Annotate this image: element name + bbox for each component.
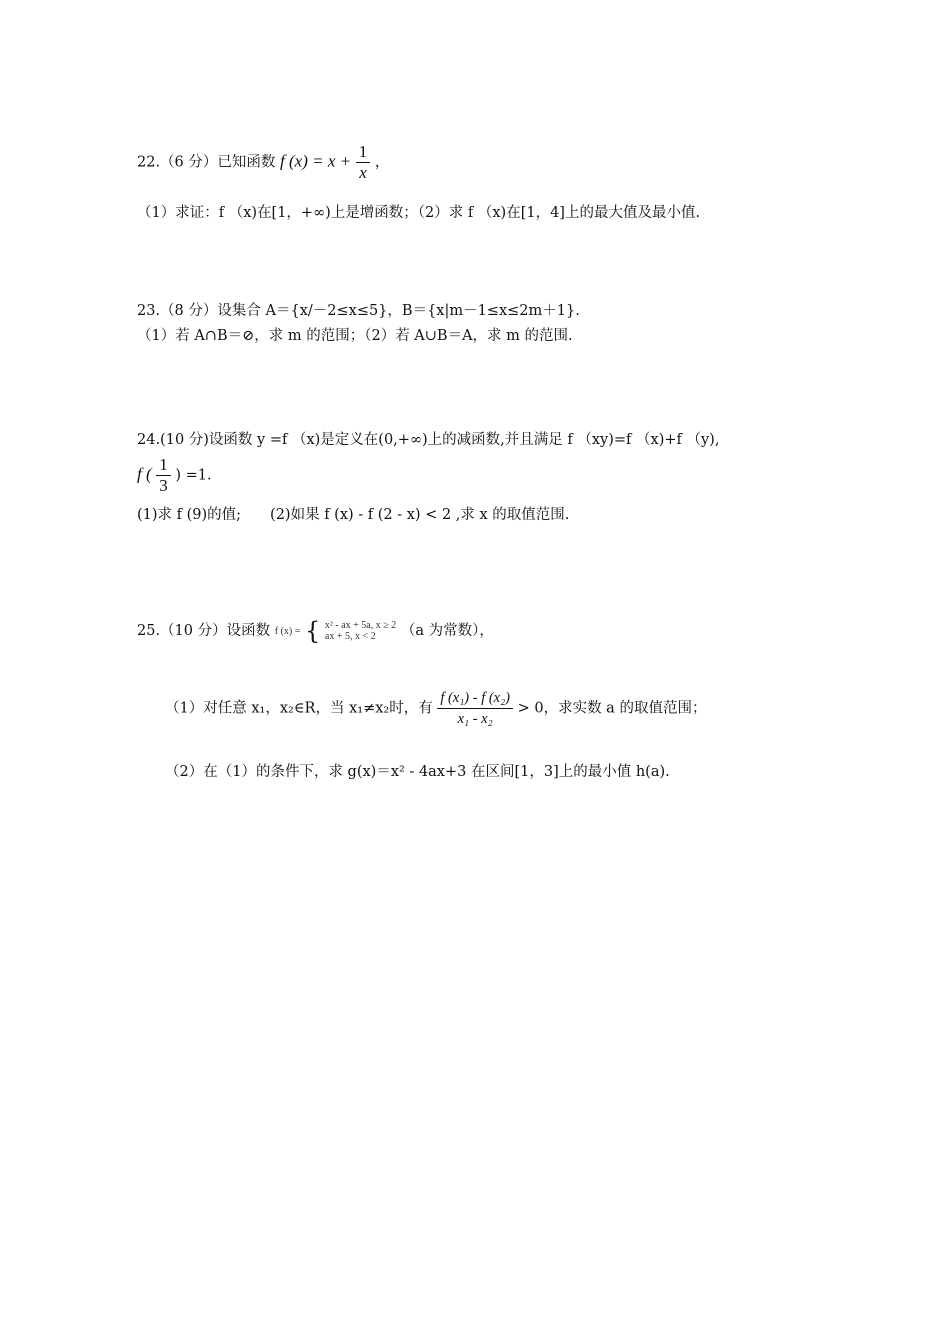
q22-formula: f (x) = x + (280, 151, 352, 171)
q25-fraction (437, 688, 513, 729)
q22-heading (137, 142, 389, 183)
q23-heading: 23.（8 分）设集合 A＝{x/－2≤x≤5}，B＝{x|m－1≤x≤2m＋1}. (137, 303, 580, 319)
q25-frac-num: f (x₁) - f (x₂) (437, 688, 513, 709)
q24-condition (137, 455, 212, 496)
q24-subquestions: (1)求 f (9)的值; (2)如果 f (x) - f (2 - x) < 2 ,求 x 的取值范围. (137, 507, 570, 523)
q25-sub1-post: > 0，求实数 a 的取值范围； (517, 700, 707, 717)
q24-heading: 24.(10 分)设函数 y =f （x)是定义在(0,+∞)上的减函数,并且满足 f （xy)=f （x)+f （y), (137, 432, 720, 448)
q22-frac-den: x (359, 163, 367, 182)
q25-brace: { (304, 617, 321, 645)
q22-fraction (356, 142, 371, 183)
q25-piecewise (325, 620, 396, 642)
q25-piece-1: x² - ax + 5a, x ≥ 2 (324, 620, 397, 631)
q25-sub2: （2）在（1）的条件下，求 g(x)＝x² - 4ax+3 在区间[1，3]上的最小值 h(a). (165, 764, 670, 780)
q25-head-tail: （a 为常数）， (400, 623, 494, 639)
q25-f-lhs: f (x) = (274, 625, 301, 637)
q24-f-pre: f ( (137, 464, 152, 484)
q24-frac-num: 1 (156, 455, 171, 476)
q22-subquestions: （1）求证：f （x)在[1，+∞)上是增函数；（2）求 f （x)在[1，4]上的最大值及最小值. (137, 205, 701, 221)
q22-tail: ， (374, 154, 390, 171)
q24-frac-den: 3 (159, 476, 168, 495)
q25-heading (137, 617, 494, 645)
q23-subquestions: （1）若 A∩B＝⊘，求 m 的范围；（2）若 A∪B＝A，求 m 的范围. (137, 328, 573, 344)
q22-frac-num: 1 (356, 142, 371, 163)
q25-frac-den: x₁ - x₂ (457, 711, 493, 727)
q25-head-text: 25.（10 分）设函数 (137, 623, 271, 639)
q25-sub1 (165, 688, 706, 729)
q22-head-text: 22.（6 分）已知函数 (137, 154, 276, 171)
q24-fraction (156, 455, 171, 496)
q24-f-post: ) =1. (175, 467, 212, 484)
q25-sub1-pre: （1）对任意 x₁，x₂∈R，当 x₁≠x₂时，有 (165, 700, 433, 717)
q25-piece-2: ax + 5, x < 2 (324, 631, 376, 642)
